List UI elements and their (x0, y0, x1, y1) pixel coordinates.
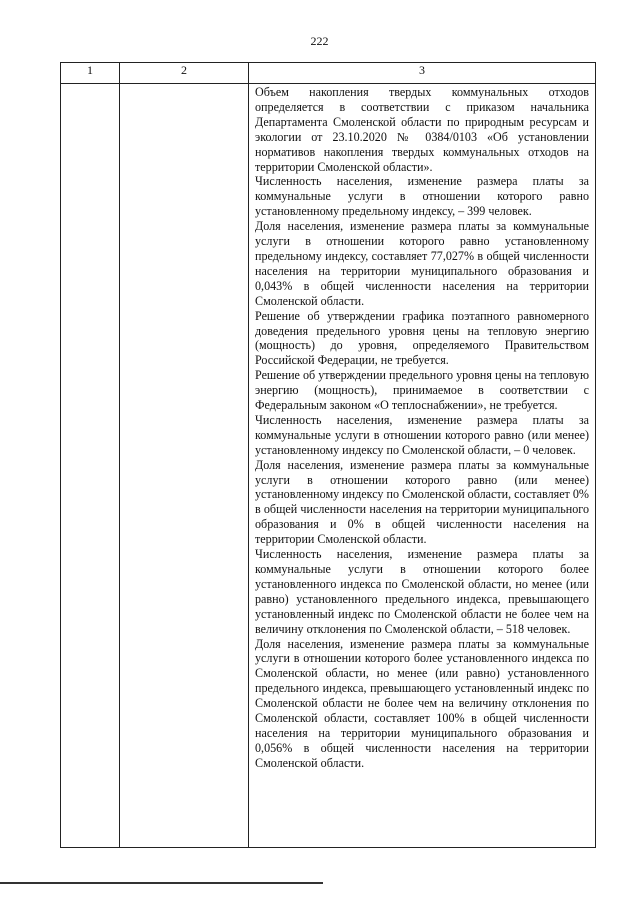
paragraph: Доля населения, изменение размера платы за коммунальные услуги в отношении которого равно (или менее) установленному индексу по Смоленской области, составляет 0% в общей численности населения на территории муниципального образования и 0% в общей численности населения на территории Смоленской области. (255, 457, 589, 547)
footer-divider (0, 882, 323, 884)
paragraph: Решение об утверждении графика поэтапного равномерного доведения предельного уровня цены на тепловую энергию (мощность) до уровня, определяемого Правительством Российской Федерации, не требуется. (255, 308, 589, 368)
table-header-row (61, 63, 596, 84)
paragraph: Объем накопления твердых коммунальных отходов определяется в соответствии с приказом начальника Департамента Смоленской области по природным ресурсам и экологии от 23.10.2020 № 0384/0103 «Об установлении нормативов накопления твердых коммунальных отходов на территории Смоленской области». (255, 85, 589, 174)
paragraph: Доля населения, изменение размера платы за коммунальные услуги в отношении которого более установленного индекса по Смоленской области, но менее (или равно) установленного предельного индекса, превышающего установленный индекс по Смоленской области не более чем на величину отклонения по Смоленской области, составляет 100% в общей численности населения на территории муниципального образования и 0,056% в общей численности населения на территории Смоленской области. (255, 636, 589, 770)
paragraph: Численность населения, изменение размера платы за коммунальные услуги в отношении которого более установленного индекса по Смоленской области, но менее (или равно) установленного предельного индекса, превышающего установленный индекс по Смоленской области не более чем на величину отклонения по Смоленской области, – 518 человек. (255, 547, 589, 636)
paragraph: Решение об утверждении предельного уровня цены на тепловую энергию (мощность), принимаемое в соответствии с Федеральным законом «О теплоснабжении», не требуется. (255, 368, 589, 413)
column-3-cell (249, 84, 596, 848)
column-1-cell (61, 84, 120, 848)
document-table (60, 62, 596, 848)
column-header-3: 3 (249, 63, 596, 84)
paragraph: Доля населения, изменение размера платы за коммунальные услуги в отношении которого равно установленному предельному индексу, составляет 77,027% в общей численности населения на территории муниципального образования и 0,043% в общей численности населения на территории Смоленской области. (255, 219, 589, 308)
column-header-2: 2 (120, 63, 249, 84)
paragraph: Численность населения, изменение размера платы за коммунальные услуги в отношении которого равно (или менее) установленному индексу по Смоленской области, – 0 человек. (255, 412, 589, 457)
table-row (61, 84, 596, 848)
page-number: 222 (310, 34, 329, 48)
column-2-cell (120, 84, 249, 848)
column-header-1: 1 (61, 63, 120, 84)
paragraph: Численность населения, изменение размера платы за коммунальные услуги в отношении которого равно установленному предельному индексу, – 399 человек. (255, 174, 589, 219)
